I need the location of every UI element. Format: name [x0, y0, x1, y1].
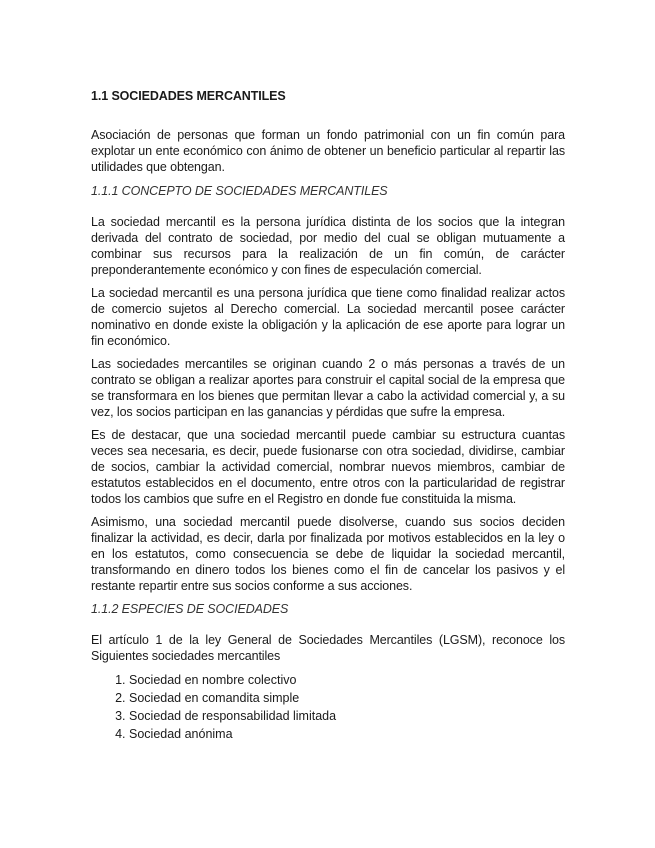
document-page — [91, 88, 565, 743]
concept-paragraph-5: Asimismo, una sociedad mercantil puede disolverse, cuando sus socios deciden finalizar la actividad, es decir, darla por finalizada por motivos establecidos en la ley o en los estatutos, como consecuencia se debe de liquidar la sociedad mercantil, transformando en dinero todos los bienes como el fin de cancelar los pasivos y el restante repartir entre sus socios conforme a sus acciones. — [91, 515, 565, 593]
concept-paragraph-4: Es de destacar, que una sociedad mercantil puede cambiar su estructura cuantas veces sea necesaria, es decir, puede fusionarse con otra sociedad, dividirse, cambiar de socios, cambiar la actividad comercial, nombrar nuevos miembros, cambiar de estatutos establecidos en el documento, entre otros con la particularidad de registrar todos los cambios que sufre en el Registro en donde fue constituida la misma. — [91, 428, 565, 506]
concept-paragraph-1: La sociedad mercantil es la persona jurídica distinta de los socios que la integran derivada del contrato de sociedad, por medio del cual se obligan mutuamente a combinar sus recursos para la realización de un fin común, de carácter preponderantemente económico y con fines de especulación comercial. — [91, 215, 565, 277]
concept-paragraph-3: Las sociedades mercantiles se originan cuando 2 o más personas a través de un contrato se obligan a realizar aportes para construir el capital social de la empresa que se transformara en los bienes que permitan llevar a cabo la actividad comercial y, a su vez, los socios participan en las ganancias y pérdidas que sufre la empresa. — [91, 357, 565, 419]
list-item: 4. Sociedad anónima — [129, 725, 565, 743]
species-intro-paragraph: El artículo 1 de la ley General de Sociedades Mercantiles (LGSM), reconoce los Siguientes sociedades mercantiles — [91, 633, 565, 663]
section-heading-especies: 1.1.2 ESPECIES DE SOCIEDADES — [91, 602, 289, 616]
list-item: 2. Sociedad en comandita simple — [129, 689, 565, 707]
concept-paragraph-2: La sociedad mercantil es una persona jurídica que tiene como finalidad realizar actos de comercio sujetos al Derecho comercial. La sociedad mercantil posee carácter nominativo en donde existe la obligación y la aplicación de ese aporte para lograr un fin económico. — [91, 286, 565, 348]
list-item: 3. Sociedad de responsabilidad limitada — [129, 707, 565, 725]
list-item: 1. Sociedad en nombre colectivo — [129, 671, 565, 689]
species-list — [91, 671, 565, 743]
section-heading-concepto: 1.1.1 CONCEPTO DE SOCIEDADES MERCANTILES — [91, 184, 388, 198]
main-heading: 1.1 SOCIEDADES MERCANTILES — [91, 89, 286, 103]
intro-paragraph: Asociación de personas que forman un fondo patrimonial con un fin común para explotar un ente económico con ánimo de obtener un beneficio particular al repartir las utilidades que obtengan. — [91, 128, 565, 174]
